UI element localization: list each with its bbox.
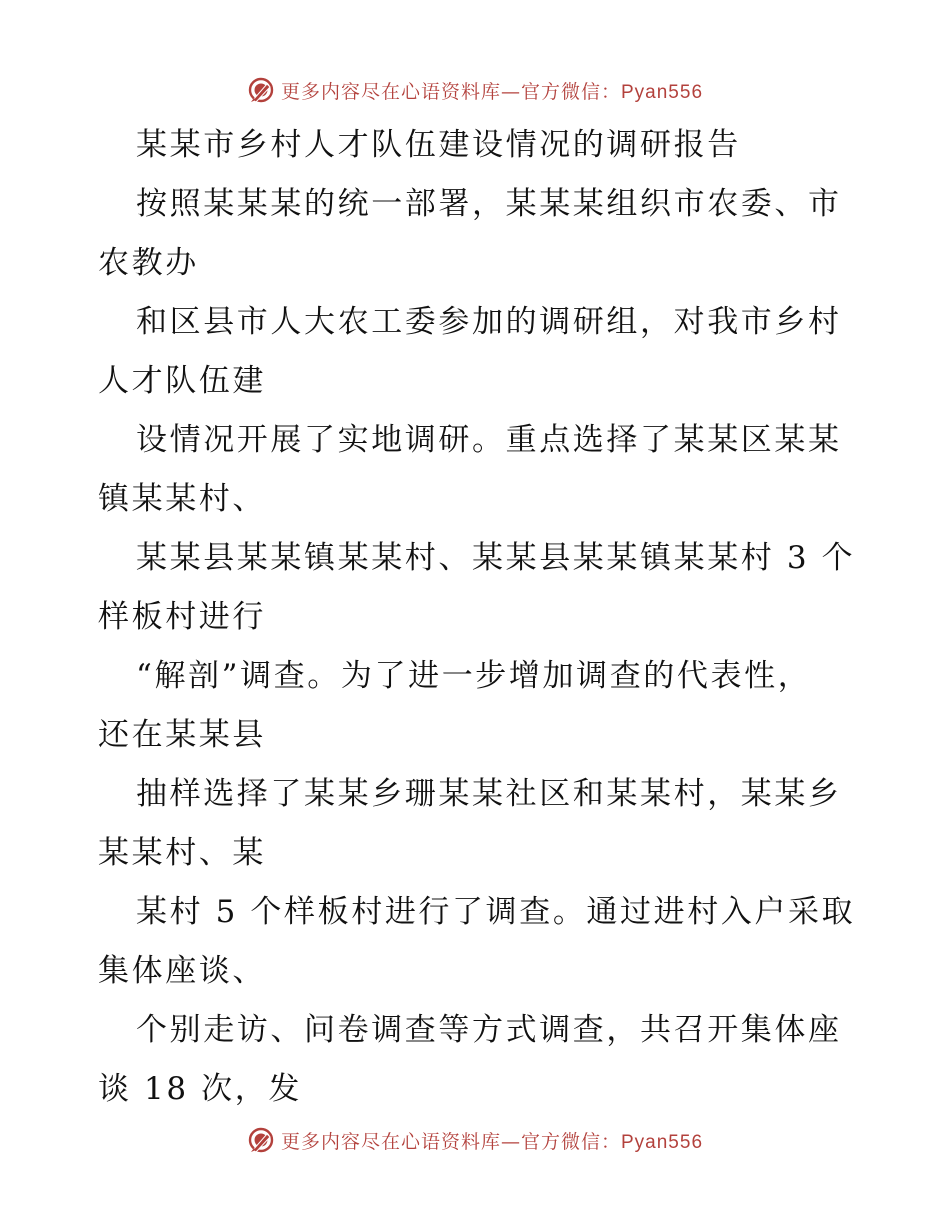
paragraph-line: 按照某某某的统一部署，某某某组织市农委、市 (136, 186, 842, 222)
paragraph-line: 某某县某某镇某某村、某某县某某镇某某村 3 个 (136, 540, 856, 576)
paragraph-line: 样板村进行 (98, 599, 266, 635)
footer-wechat-id: Pyan556 (621, 1131, 704, 1153)
seal-pen-logo-icon (247, 1126, 275, 1154)
paragraph-line: 某某村、某 (98, 835, 266, 871)
seal-pen-logo-icon (247, 76, 275, 104)
header-banner (0, 70, 950, 110)
paragraph-line: 某村 5 个样板村进行了调查。通过进村入户采取 (136, 894, 856, 930)
paragraph-line: 抽样选择了某某乡珊某某社区和某某村，某某乡 (136, 776, 842, 812)
paragraph-line: 和区县市人大农工委参加的调研组，对我市乡村 (136, 304, 842, 340)
footer-banner (0, 1120, 950, 1160)
footer-banner-text: 更多内容尽在心语资料库—官方微信：Pyan556 (280, 1130, 704, 1153)
document-title: 某某市乡村人才队伍建设情况的调研报告 (136, 127, 741, 163)
paragraph-line: 农教办 (98, 245, 199, 281)
paragraph-line: 谈 18 次，发 (98, 1071, 302, 1107)
paragraph-line: 还在某某县 (98, 717, 266, 753)
header-banner-text: 更多内容尽在心语资料库—官方微信：Pyan556 (280, 80, 704, 103)
header-wechat-id: Pyan556 (621, 81, 704, 103)
paragraph-line: 镇某某村、 (98, 481, 266, 517)
paragraph-line: 个别走访、问卷调查等方式调查，共召开集体座 (136, 1012, 842, 1048)
paragraph-line: “解剖”调查。为了进一步增加调查的代表性， (136, 658, 812, 694)
paragraph-line: 集体座谈、 (98, 953, 266, 989)
paragraph-line: 人才队伍建 (98, 363, 266, 399)
document-body (98, 116, 854, 1119)
paragraph-line: 设情况开展了实地调研。重点选择了某某区某某 (136, 422, 842, 458)
